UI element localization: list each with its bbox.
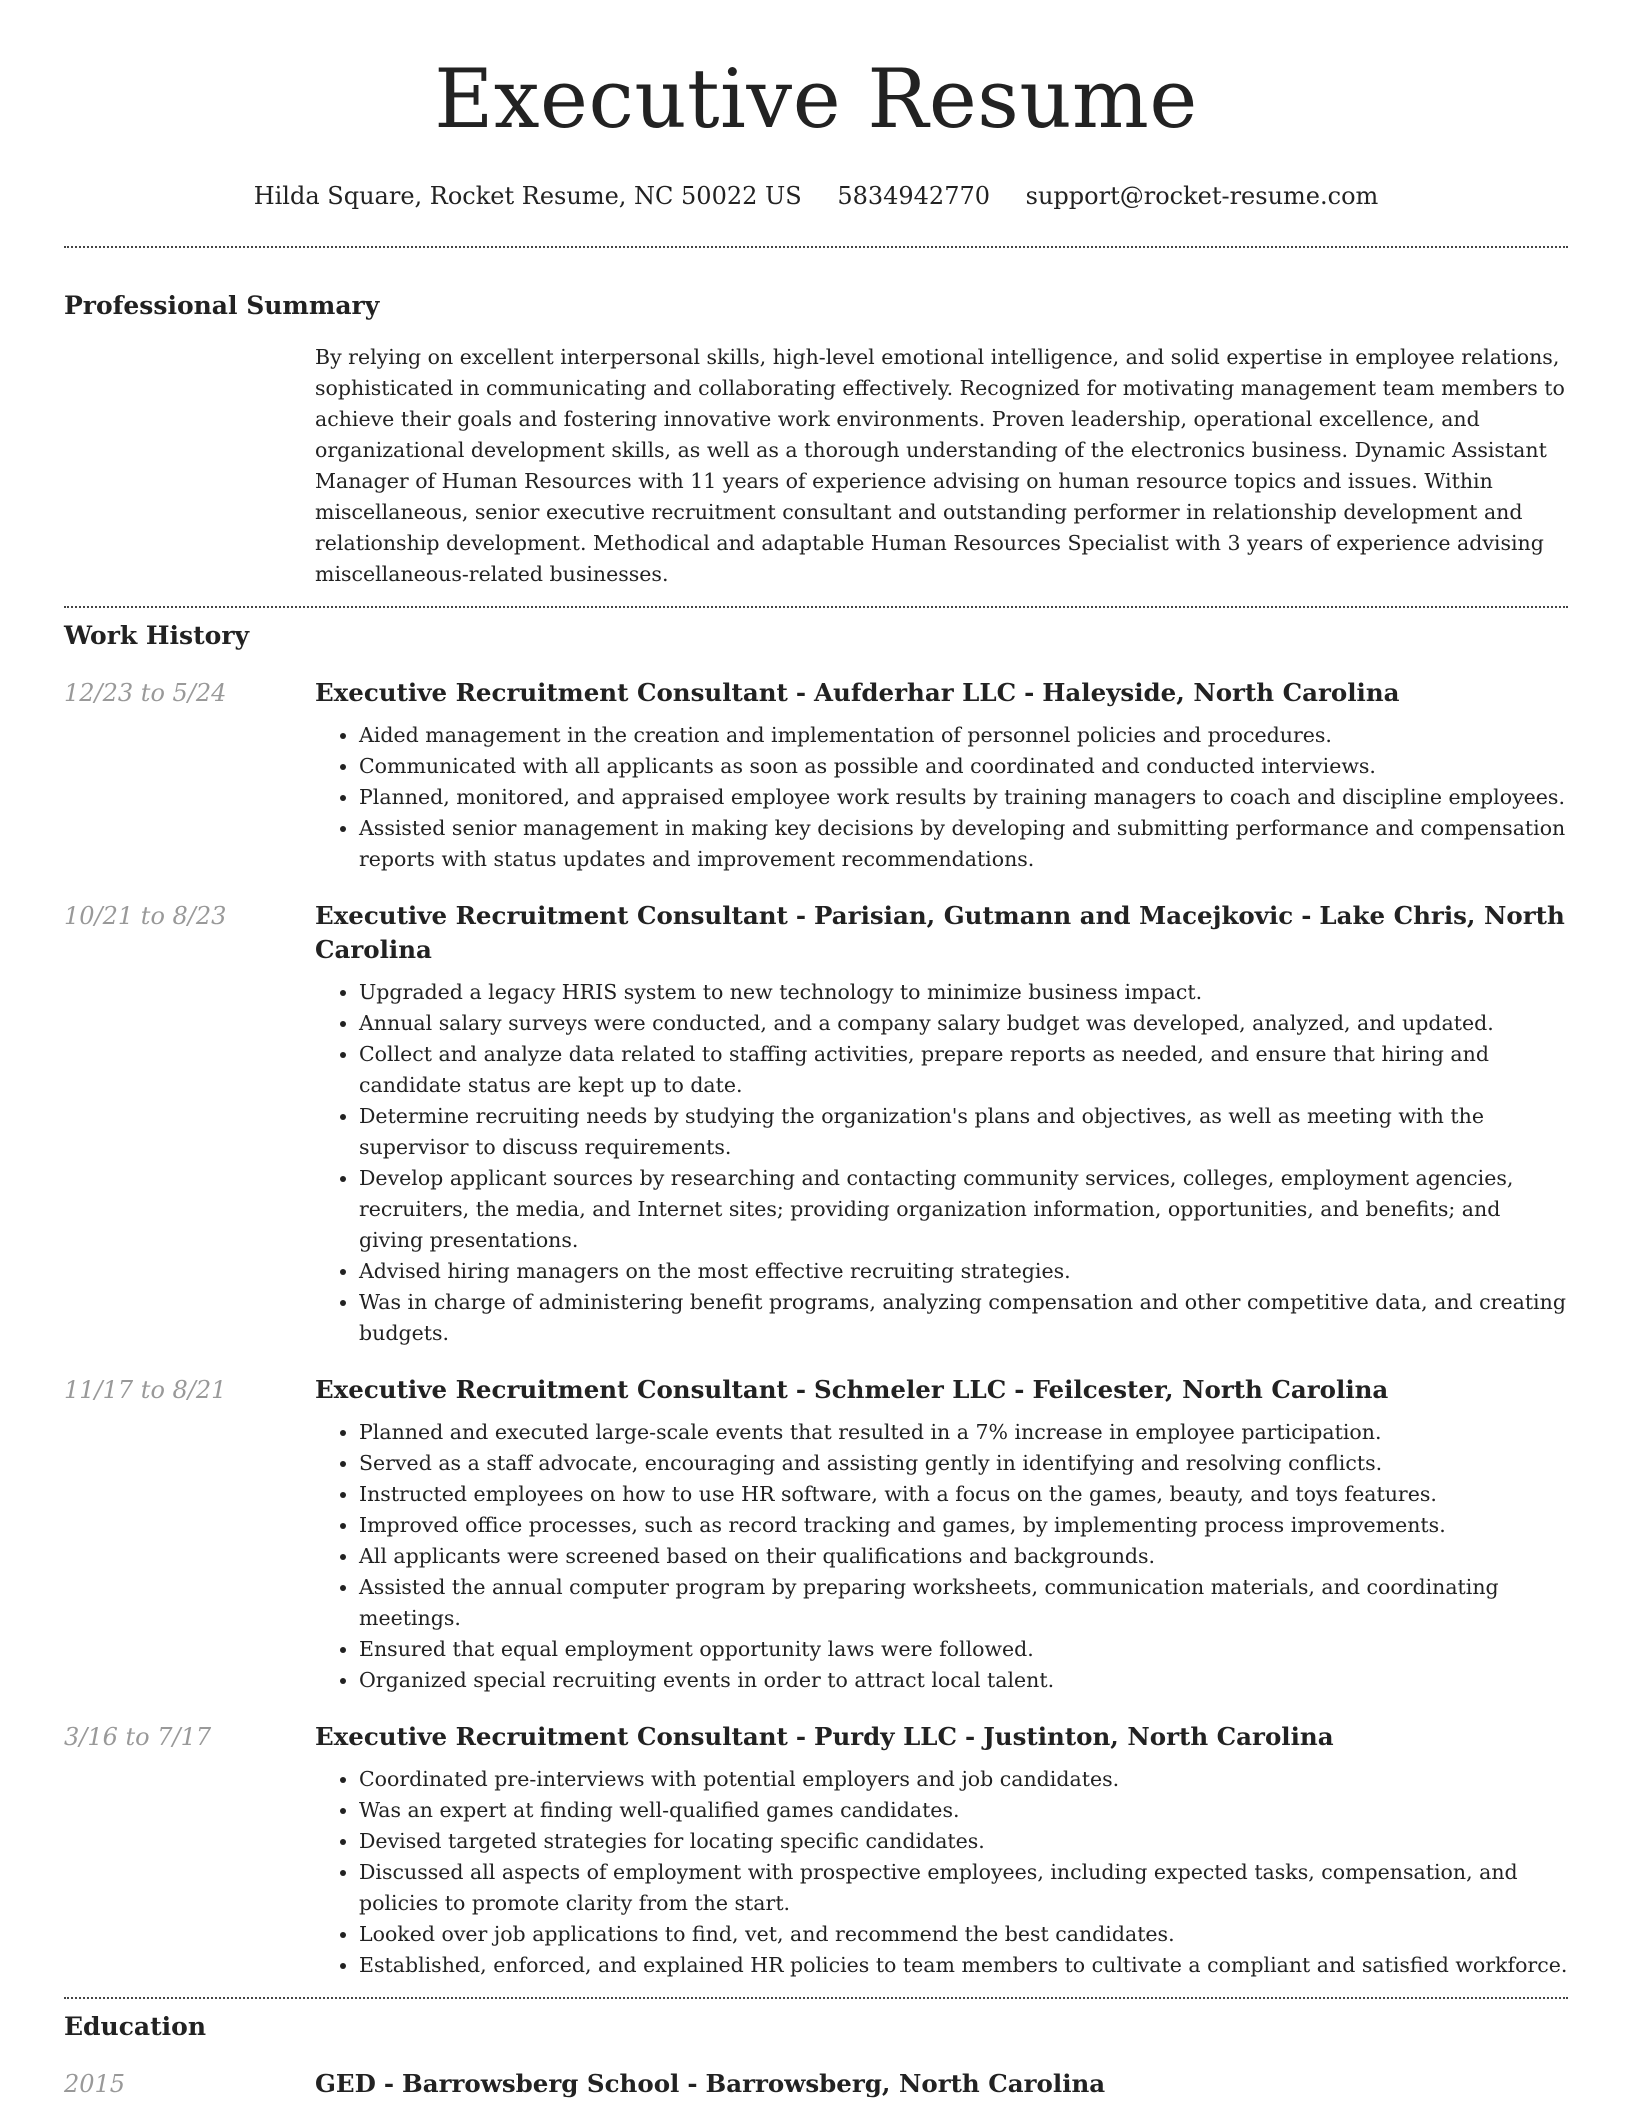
job-role: Executive Recruitment Consultant [315, 1375, 788, 1404]
separator: - [1014, 1375, 1025, 1404]
job-role: Executive Recruitment Consultant [315, 901, 788, 930]
job-company: Parisian, Gutmann and Macejkovic [814, 901, 1294, 930]
work-history-heading: Work History [64, 621, 250, 650]
job-title [315, 1373, 1568, 1407]
job-entry [64, 1720, 1568, 1981]
education-entry [64, 2067, 1568, 2101]
contact-email: support@rocket-resume.com [1025, 182, 1379, 210]
separator: - [687, 2069, 698, 2098]
contact-line [64, 180, 1568, 212]
list-item: • Established, enforced, and explained HR policies to team members to cultivate a compliant and satisfied workforce. [359, 1950, 1568, 1981]
separator: - [383, 2069, 395, 2098]
separator: - [1301, 901, 1312, 930]
list-item: • Was in charge of administering benefit programs, analyzing compensation and other competitive data, and creating budgets. [359, 1287, 1568, 1349]
resume-name: Executive Resume [434, 53, 1198, 147]
job-role: Executive Recruitment Consultant [315, 678, 788, 707]
contact-phone: 5834942770 [837, 182, 991, 210]
education-heading: Education [64, 2012, 207, 2041]
list-item: • Instructed employees on how to use HR software, with a focus on the games, beauty, and toys features. [359, 1479, 1568, 1510]
list-item: • Looked over job applications to find, vet, and recommend the best candidates. [359, 1919, 1568, 1950]
job-dates: 10/21 to 8/23 [64, 902, 227, 930]
job-entry [64, 1373, 1568, 1696]
job-bullets [315, 1764, 1568, 1981]
list-item: • Collect and analyze data related to staffing activities, prepare reports as needed, and ensure that hiring and candidate status are kept up to date. [359, 1039, 1568, 1101]
education-school: Barrowsberg School [402, 2069, 680, 2098]
job-entry [64, 676, 1568, 875]
job-location: Lake Chris, North Carolina [315, 901, 1565, 964]
education-title [315, 2067, 1568, 2101]
job-title [315, 1720, 1568, 1754]
job-company: Schmeler LLC [814, 1375, 1007, 1404]
education-degree: GED [315, 2069, 376, 2098]
job-company: Aufderhar LLC [814, 678, 1017, 707]
job-title [315, 676, 1568, 710]
separator: - [795, 1375, 807, 1404]
separator: - [795, 901, 807, 930]
education-body [315, 2067, 1568, 2101]
contact-address: Hilda Square, Rocket Resume, NC 50022 US [253, 182, 802, 210]
list-item: • Determine recruiting needs by studying the organization's plans and objectives, as well as meeting with the supervisor to discuss requirements. [359, 1101, 1568, 1163]
list-item: • Assisted senior management in making key decisions by developing and submitting performance and compensation reports with status updates and improvement recommendations. [359, 813, 1568, 875]
job-location: Haleyside, North Carolina [1042, 678, 1400, 707]
job-body [315, 1720, 1568, 1981]
list-item: • All applicants were screened based on their qualifications and backgrounds. [359, 1541, 1568, 1572]
list-item: • Devised targeted strategies for locating specific candidates. [359, 1826, 1568, 1857]
education-list [64, 2067, 1568, 2101]
job-body [315, 1373, 1568, 1696]
list-item: • Planned and executed large-scale events that resulted in a 7% increase in employee participation. [359, 1417, 1568, 1448]
separator: - [795, 678, 807, 707]
list-item: • Was an expert at finding well-qualified games candidates. [359, 1795, 1568, 1826]
job-title [315, 899, 1568, 967]
job-role: Executive Recruitment Consultant [315, 1722, 788, 1751]
list-item: • Communicated with all applicants as soon as possible and coordinated and conducted interviews. [359, 751, 1568, 782]
education-location: Barrowsberg, North Carolina [705, 2069, 1106, 2098]
job-body [315, 676, 1568, 875]
education-year: 2015 [64, 2070, 126, 2098]
list-item: • Planned, monitored, and appraised employee work results by training managers to coach and discipline employees. [359, 782, 1568, 813]
list-item: • Assisted the annual computer program by preparing worksheets, communication materials, and coordinating meetings. [359, 1572, 1568, 1634]
resume-page [64, 0, 1568, 2101]
list-item: • Coordinated pre-interviews with potential employers and job candidates. [359, 1764, 1568, 1795]
job-location: Feilcester, North Carolina [1032, 1375, 1389, 1404]
job-dates: 11/17 to 8/21 [64, 1376, 227, 1404]
separator: - [795, 1722, 807, 1751]
list-item: • Improved office processes, such as record tracking and games, by implementing process improvements. [359, 1510, 1568, 1541]
list-item: • Advised hiring managers on the most effective recruiting strategies. [359, 1256, 1568, 1287]
job-dates: 3/16 to 7/17 [64, 1723, 212, 1751]
section-divider [64, 1997, 1568, 1999]
list-item: • Upgraded a legacy HRIS system to new technology to minimize business impact. [359, 977, 1568, 1008]
summary-heading: Professional Summary [64, 291, 380, 320]
job-bullets [315, 977, 1568, 1349]
job-dates: 12/23 to 5/24 [64, 679, 227, 707]
list-item: • Annual salary surveys were conducted, and a company salary budget was developed, analyzed, and updated. [359, 1008, 1568, 1039]
job-location: Justinton, North Carolina [983, 1722, 1334, 1751]
separator: - [965, 1722, 976, 1751]
list-item: • Discussed all aspects of employment with prospective employees, including expected tasks, compensation, and policies to promote clarity from the start. [359, 1857, 1568, 1919]
section-divider [64, 606, 1568, 608]
summary-text: By relying on excellent interpersonal skills, high-level emotional intelligence, and solid expertise in employee relations, sophisticated in communicating and collaborating effectively. Recognized for motivating management team members to achieve their goals and fostering innovative work environments. Proven leadership, operational excellence, and organizational development skills, as well as a thorough understanding of the electronics business. Dynamic Assistant Manager of Human Resources with 11 years of experience advising on human resource topics and issues. Within miscellaneous, senior executive recruitment consultant and outstanding performer in relationship development and relationship development. Methodical and adaptable Human Resources Specialist with 3 years of experience advising miscellaneous-related businesses. [315, 345, 1565, 586]
list-item: • Organized special recruiting events in order to attract local talent. [359, 1665, 1568, 1696]
list-item: • Served as a staff advocate, encouraging and assisting gently in identifying and resolving conflicts. [359, 1448, 1568, 1479]
list-item: • Aided management in the creation and implementation of personnel policies and procedures. [359, 720, 1568, 751]
section-divider [64, 246, 1568, 248]
job-bullets [315, 1417, 1568, 1696]
list-item: • Ensured that equal employment opportunity laws were followed. [359, 1634, 1568, 1665]
work-history-list [64, 676, 1568, 1981]
job-entry [64, 899, 1568, 1349]
separator: - [1024, 678, 1035, 707]
job-company: Purdy LLC [814, 1722, 958, 1751]
job-bullets [315, 720, 1568, 875]
job-body [315, 899, 1568, 1349]
list-item: • Develop applicant sources by researching and contacting community services, colleges, employment agencies, recruiters, the media, and Internet sites; providing organization information, opportunities, and benefits; and giving presentations. [359, 1163, 1568, 1256]
